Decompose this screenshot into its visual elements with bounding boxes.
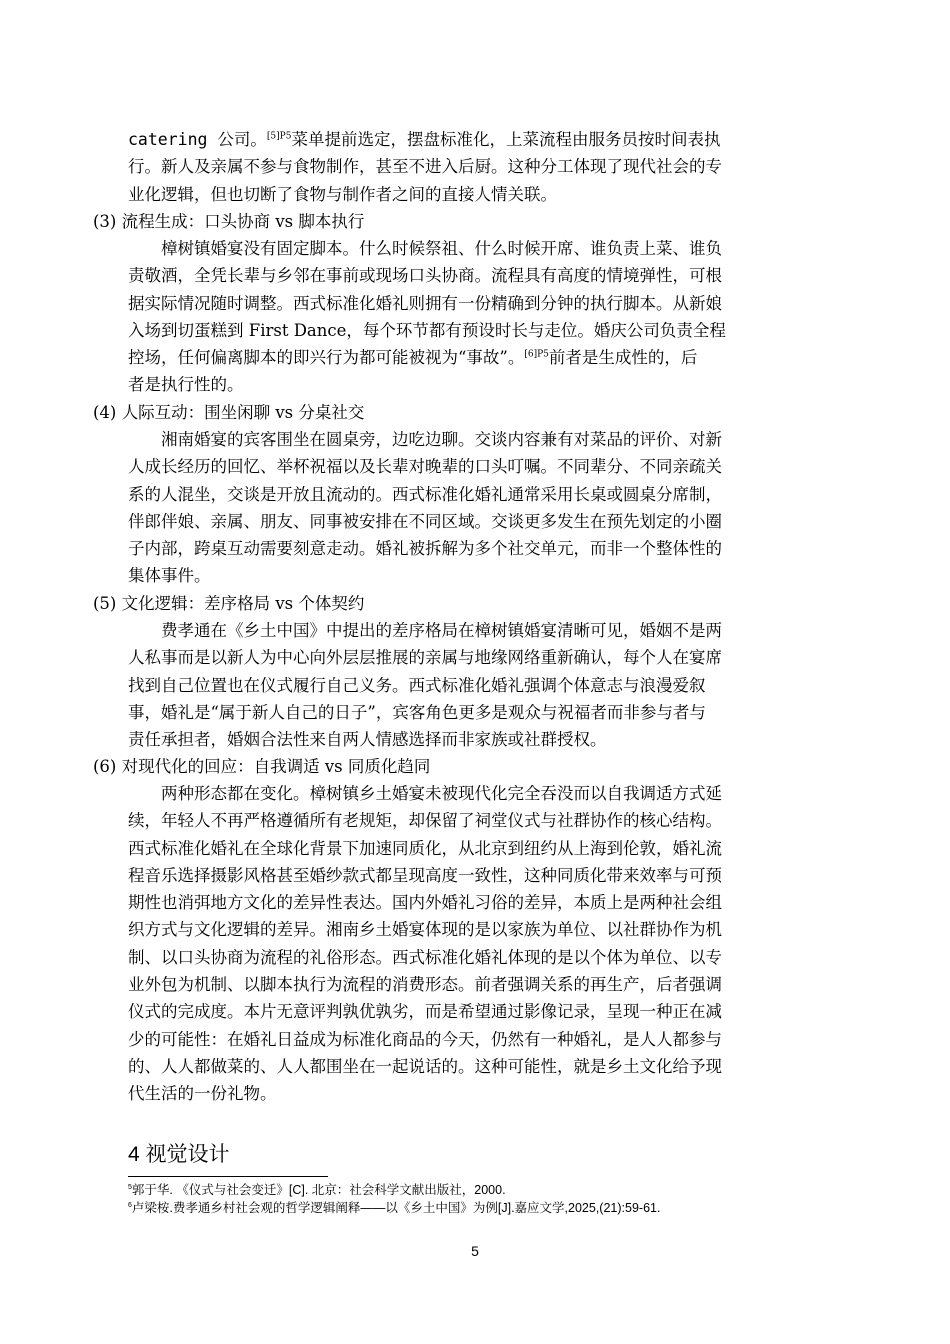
section-heading: 4 视觉设计 <box>128 1143 230 1166</box>
citation-mark: [5]P5 <box>266 131 292 142</box>
text-line: 入场到切蛋糕到 First Dance，每个环节都有预设时长与走位。婚庆公司负责全程 <box>128 320 726 340</box>
text-line: 据实际情况随时调整。西式标准化婚礼则拥有一份精确到分钟的执行脚本。从新娘 <box>128 293 722 313</box>
text-line: 者是执行性的。 <box>128 375 244 395</box>
text-line: 西式标准化婚礼在全球化背景下加速同质化，从北京到纽约从上海到伦敦，婚礼流 <box>128 838 722 858</box>
list-heading-3: (3) 流程生成：口头协商 vs 脚本执行 <box>93 212 365 231</box>
text-line: 费孝通在《乡土中国》中提出的差序格局在樟树镇婚宴清晰可见，婚姻不是两 <box>161 621 722 640</box>
text-line <box>128 126 818 153</box>
text-line: 子内部，跨桌互动需要刻意走动。婚礼被拆解为多个社交单元，而非一个整体性的 <box>128 539 722 559</box>
text-line: 续，年轻人不再严格遵循所有老规矩，却保留了祠堂仪式与社群协作的核心结构。 <box>128 811 722 831</box>
text-line: 织方式与文化逻辑的差异。湘南乡土婚宴体现的是以家族为单位、以社群协作为机 <box>128 920 722 940</box>
text-line: 两种形态都在变化。樟树镇乡土婚宴未被现代化完全吞没而以自我调适方式延 <box>161 784 722 803</box>
paragraph-catering <box>128 126 818 208</box>
footnote <box>128 1181 660 1199</box>
text-line: 期性也消弭地方文化的差异性表达。国内外婚礼习俗的差异，本质上是两种社会组 <box>128 893 722 913</box>
text-line: 少的可能性：在婚礼日益成为标准化商品的今天，仍然有一种婚礼，是人人都参与 <box>128 1029 722 1049</box>
footnote-text: 郭于华. 《仪式与社会变迁》[C]. 北京：社会科学文献出版社，2000. <box>131 1183 506 1197</box>
text-line: 人成长经历的回忆、举杯祝福以及长辈对晚辈的口头叮嘱。不同辈分、不同亲疏关 <box>128 457 722 477</box>
text-line: 责任承担者，婚姻合法性来自两人情感选择而非家族或社群授权。 <box>128 730 607 750</box>
footnote-mark: 6 <box>128 1201 132 1209</box>
footnotes <box>128 1181 660 1217</box>
text-line: 业外包为机制、以脚本执行为流程的消费形态。前者强调关系的再生产，后者强调 <box>128 975 722 995</box>
text-line: 樟树镇婚宴没有固定脚本。什么时候祭祖、什么时候开席、谁负责上菜、谁负 <box>161 239 722 258</box>
text-line: 人私事而是以新人为中心向外层层推展的亲属与地缘网络重新确认，每个人在宴席 <box>128 648 722 668</box>
text-span: 前者是生成性的，后 <box>548 348 698 368</box>
text-line: 找到自己位置也在仪式履行自己义务。西式标准化婚礼强调个体意志与浪漫爱叙 <box>128 675 706 695</box>
text-line: 业化逻辑，但也切断了食物与制作者之间的直接人情关联。 <box>128 184 557 204</box>
footnote <box>128 1199 660 1217</box>
footnote-text: 卢梁桉.费孝通乡村社会观的哲学逻辑阐释——以《乡土中国》为例[J].嘉应文学,2025,(21):59-61. <box>131 1201 661 1215</box>
text-line: 湘南婚宴的宾客围坐在圆桌旁，边吃边聊。交谈内容兼有对菜品的评价、对新 <box>161 430 722 449</box>
footnote-mark: 5 <box>128 1183 132 1191</box>
page-number: 5 <box>471 1243 479 1259</box>
text-span: 菜单提前选定，摆盘标准化，上菜流程由服务员按时间表执 <box>291 130 721 149</box>
text-line: 集体事件。 <box>128 566 211 586</box>
text-line: 系的人混坐，交谈是开放且流动的。西式标准化婚礼通常采用长桌或圆桌分席制， <box>128 484 722 504</box>
paragraph-item4 <box>128 426 818 590</box>
text-line <box>128 344 818 371</box>
text-line: 的、人人都做菜的、人人都围坐在一起说话的。这种可能性，就是乡土文化给予现 <box>128 1056 722 1076</box>
paragraph-item6 <box>128 780 818 1108</box>
list-heading-5: (5) 文化逻辑：差序格局 vs 个体契约 <box>93 594 365 613</box>
footnote-divider <box>128 1176 328 1177</box>
text-line: 行。新人及亲属不参与食物制作，甚至不进入后厨。这种分工体现了现代社会的专 <box>128 157 722 177</box>
paragraph-item5 <box>128 617 818 753</box>
text-line: 伴郎伴娘、亲属、朋友、同事被安排在不同区域。交谈更多发生在预先划定的小圈 <box>128 511 722 531</box>
text-line: 仪式的完成度。本片无意评判孰优孰劣，而是希望通过影像记录，呈现一种正在减 <box>128 1002 722 1022</box>
text-line: 制、以口头协商为流程的礼俗形态。西式标准化婚礼体现的是以个体为单位、以专 <box>128 947 722 967</box>
text-line: 事，婚礼是“属于新人自己的日子”，宾客角色更多是观众与祝福者而非参与者与 <box>128 702 706 722</box>
paragraph-item3 <box>128 235 818 399</box>
list-heading-6: (6) 对现代化的回应：自我调适 vs 同质化趋同 <box>93 757 431 776</box>
list-heading-4: (4) 人际互动：围坐闲聊 vs 分桌社交 <box>93 403 365 422</box>
citation-mark: [6]P5 <box>524 349 549 360</box>
text-line: 程音乐选择摄影风格甚至婚纱款式都呈现高度一致性，这种同质化带来效率与可预 <box>128 865 722 885</box>
text-line: 代生活的一份礼物。 <box>128 1084 277 1104</box>
text-span: catering 公司。 <box>128 130 267 149</box>
text-span: 控场，任何偏离脚本的即兴行为都可能被视为“事故”。 <box>128 348 525 368</box>
text-line: 责敬酒，全凭长辈与乡邻在事前或现场口头协商。流程具有高度的情境弹性，可根 <box>128 266 722 286</box>
